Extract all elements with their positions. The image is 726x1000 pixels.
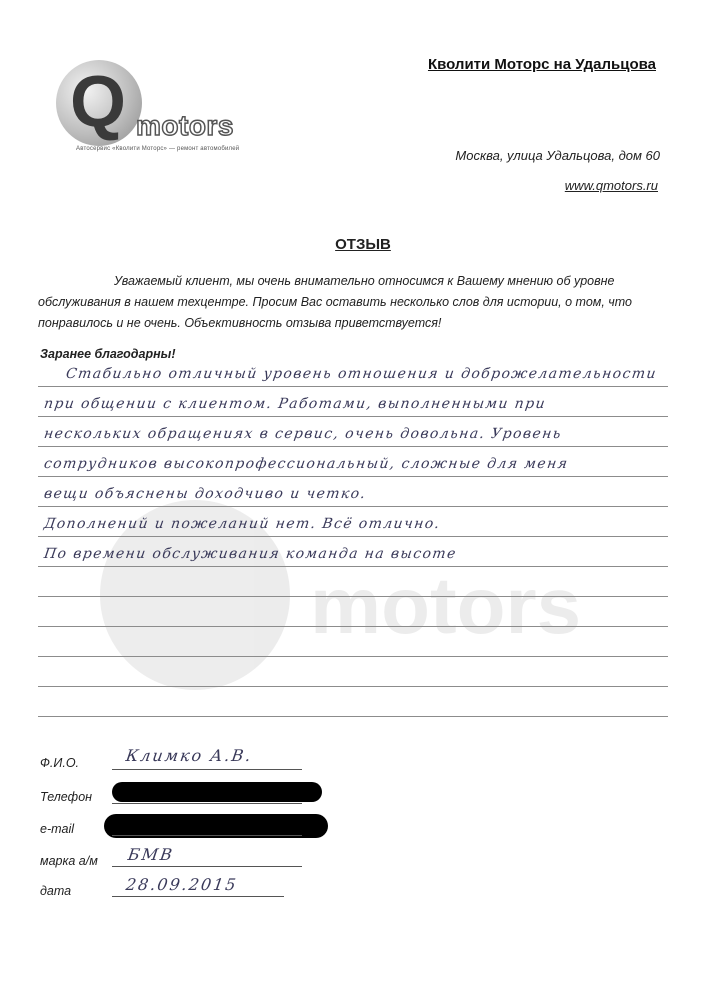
review-line: нескольких обращениях в сервис, очень довольна. Уровень — [42, 426, 563, 442]
email-line — [112, 835, 302, 836]
ruled-line — [38, 386, 668, 387]
phone-line — [112, 803, 302, 804]
logo-letter: Q — [70, 62, 127, 142]
review-line: вещи объяснены доходчиво и четко. — [42, 486, 368, 502]
ruled-line — [38, 536, 668, 537]
phone-label: Телефон — [40, 790, 93, 804]
logo-tagline: Автосервис «Кволити Моторс» — ремонт автомобилей — [76, 146, 240, 152]
name-value: Климко А.В. — [124, 746, 254, 765]
watermark-brand: motors — [310, 561, 582, 650]
logo-brand: motors — [136, 110, 234, 141]
name-line — [112, 769, 302, 770]
date-label: дата — [40, 884, 72, 898]
thanks-text: Заранее благодарны! — [40, 347, 176, 361]
ruled-line — [38, 416, 668, 417]
review-line: Дополнений и пожеланий нет. Всё отлично. — [42, 516, 442, 532]
ruled-line — [38, 446, 668, 447]
company-name: Кволити Моторс на Удальцова — [427, 56, 656, 73]
phone-redacted — [112, 782, 322, 802]
date-line — [112, 896, 284, 897]
name-label: Ф.И.О. — [40, 756, 80, 770]
review-line: при общении с клиентом. Работами, выполненными при — [42, 396, 548, 412]
car-label: марка а/м — [40, 854, 98, 868]
ruled-line — [38, 656, 668, 657]
review-line: сотрудников высокопрофессиональный, сложные для меня — [42, 456, 570, 472]
ruled-line — [38, 716, 668, 717]
intro-text: Уважаемый клиент, мы очень внимательно относимся к Вашему мнению об уровне обслуживания в нашем техцентре. Просим Вас оставить несколько слов для истории, о том, что понравилось и не очень. Объективность отзыва приветствуется! — [38, 274, 632, 330]
ruled-line — [38, 686, 668, 687]
ruled-line — [38, 476, 668, 477]
review-line: По времени обслуживания команда на высоте — [42, 546, 458, 562]
ruled-line — [38, 566, 668, 567]
car-value: БМВ — [126, 845, 176, 864]
page-title: ОТЗЫВ — [335, 236, 391, 253]
ruled-line — [38, 596, 668, 597]
company-website[interactable]: www.qmotors.ru — [564, 178, 658, 193]
company-logo — [56, 60, 256, 160]
company-address: Москва, улица Удальцова, дом 60 — [455, 148, 660, 163]
review-line: Стабильно отличный уровень отношения и доброжелательности — [64, 366, 659, 382]
email-label: e-mail — [40, 822, 75, 836]
ruled-line — [38, 506, 668, 507]
date-value: 28.09.2015 — [124, 875, 239, 894]
ruled-line — [38, 626, 668, 627]
car-line — [112, 866, 302, 867]
